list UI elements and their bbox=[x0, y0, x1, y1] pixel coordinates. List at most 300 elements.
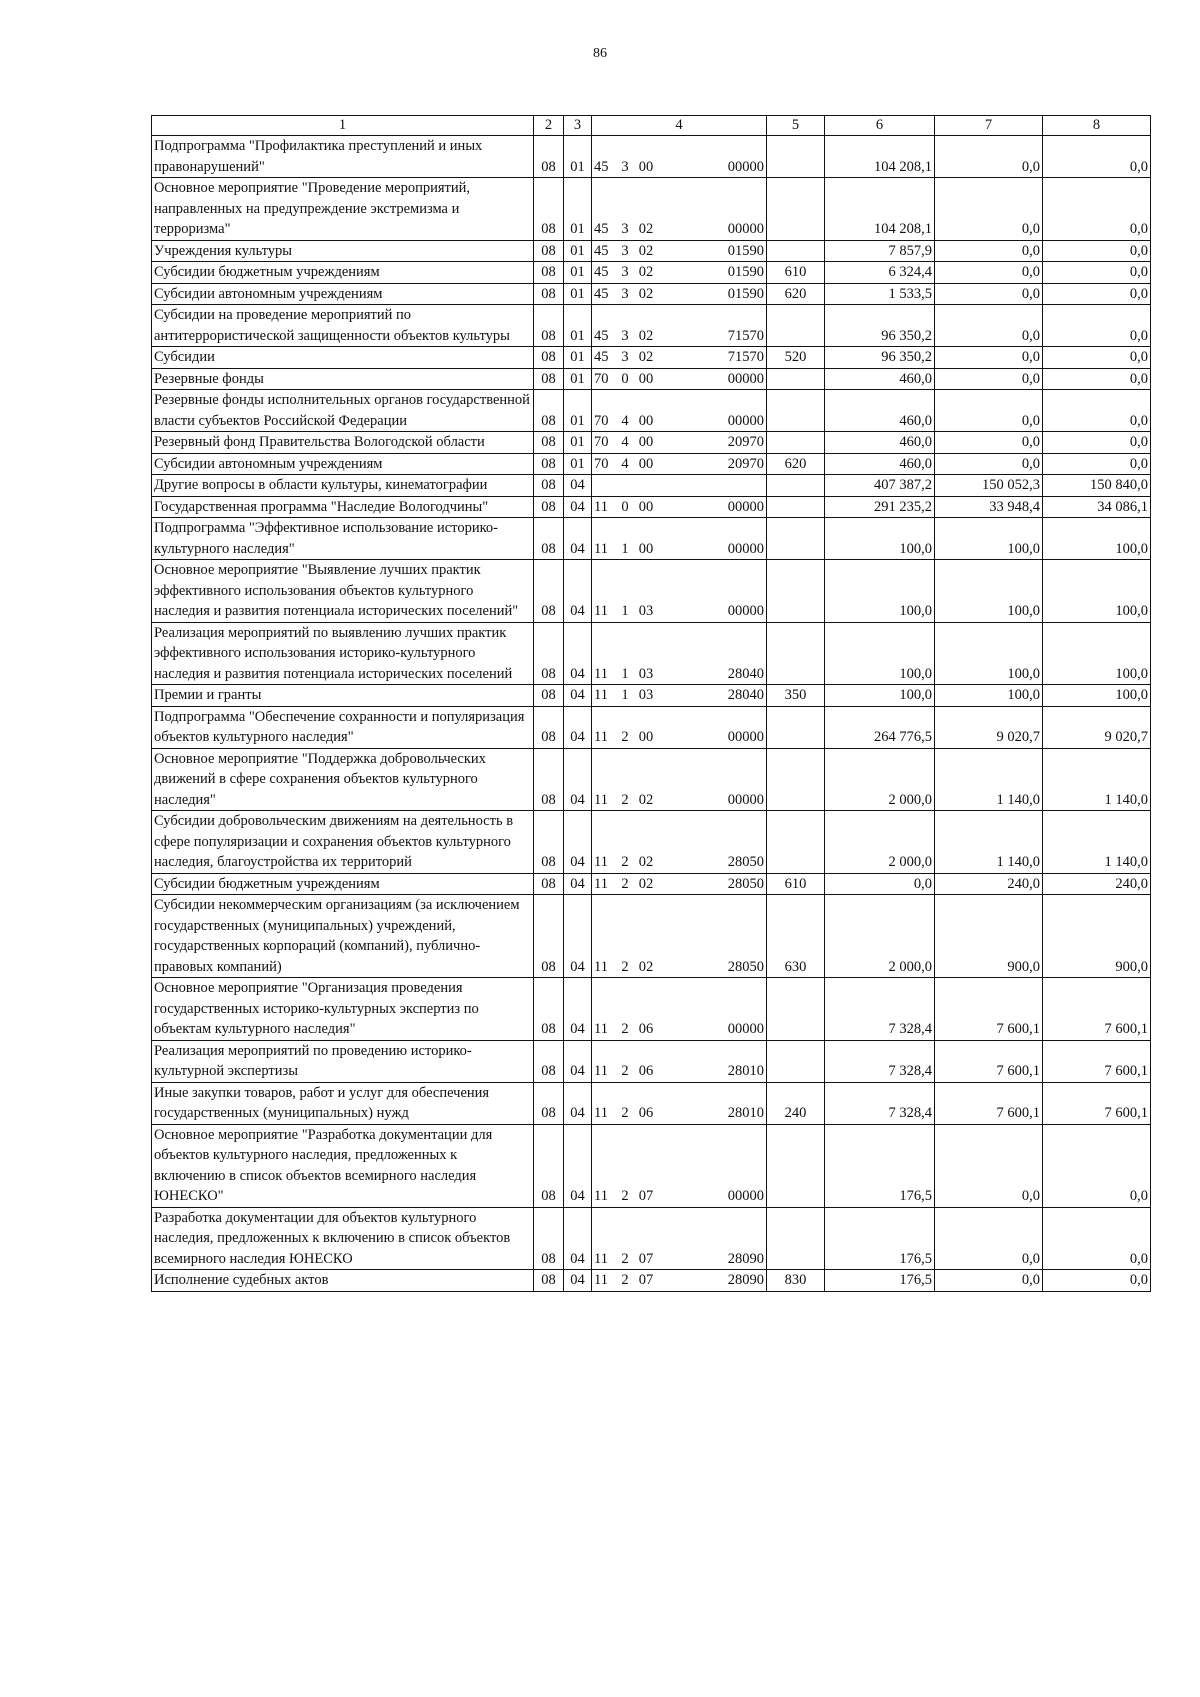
table-row bbox=[152, 895, 1151, 978]
table-row bbox=[152, 240, 1151, 262]
row-expense-type bbox=[767, 622, 825, 685]
target-code-part: 11 bbox=[594, 1021, 608, 1037]
table-row bbox=[152, 873, 1151, 895]
target-code-part: 71570 bbox=[727, 327, 764, 344]
target-code-part: 4 bbox=[621, 434, 629, 450]
row-amount-col7: 100,0 bbox=[935, 560, 1043, 623]
row-amount-col7: 150 052,3 bbox=[935, 475, 1043, 497]
target-code-part: 06 bbox=[638, 1021, 654, 1037]
row-section: 08 bbox=[534, 1040, 564, 1082]
target-code-part: 3 bbox=[621, 327, 629, 344]
target-code-part: 11 bbox=[594, 540, 608, 557]
row-amount-col6: 407 387,2 bbox=[825, 475, 935, 497]
row-target-code bbox=[592, 136, 767, 178]
row-amount-col8: 7 600,1 bbox=[1043, 1040, 1151, 1082]
table-row bbox=[152, 496, 1151, 518]
target-code-part: 00 bbox=[638, 158, 654, 175]
row-subsection: 04 bbox=[564, 1124, 592, 1207]
row-amount-col6: 104 208,1 bbox=[825, 136, 935, 178]
row-name: Учреждения культуры bbox=[152, 240, 534, 262]
target-code-part: 02 bbox=[638, 327, 654, 344]
target-code-part: 3 bbox=[621, 158, 629, 175]
row-target-code bbox=[592, 283, 767, 305]
row-amount-col8: 0,0 bbox=[1043, 178, 1151, 241]
row-expense-type bbox=[767, 240, 825, 262]
row-section: 08 bbox=[534, 811, 564, 874]
target-code-part: 11 bbox=[594, 603, 608, 619]
row-expense-type: 350 bbox=[767, 685, 825, 707]
row-expense-type bbox=[767, 706, 825, 748]
row-expense-type bbox=[767, 136, 825, 178]
row-amount-col8: 0,0 bbox=[1043, 1207, 1151, 1270]
row-amount-col6: 264 776,5 bbox=[825, 706, 935, 748]
target-code-part: 00000 bbox=[727, 1188, 764, 1204]
row-subsection: 04 bbox=[564, 873, 592, 895]
row-subsection: 04 bbox=[564, 1207, 592, 1270]
row-amount-col7: 100,0 bbox=[935, 622, 1043, 685]
row-subsection: 04 bbox=[564, 895, 592, 978]
row-subsection: 04 bbox=[564, 685, 592, 707]
row-target-code bbox=[592, 1082, 767, 1124]
target-code-part: 2 bbox=[621, 854, 629, 870]
row-amount-col7: 240,0 bbox=[935, 873, 1043, 895]
row-expense-type: 630 bbox=[767, 895, 825, 978]
target-code-part: 00 bbox=[638, 370, 654, 387]
budget-table bbox=[151, 115, 1151, 1292]
row-section: 08 bbox=[534, 136, 564, 178]
row-amount-col7: 0,0 bbox=[935, 390, 1043, 432]
row-target-code bbox=[592, 873, 767, 895]
row-amount-col6: 7 857,9 bbox=[825, 240, 935, 262]
target-code-part: 45 bbox=[594, 221, 609, 237]
table-row bbox=[152, 706, 1151, 748]
row-amount-col6: 460,0 bbox=[825, 368, 935, 390]
row-target-code bbox=[592, 240, 767, 262]
row-name: Субсидии бюджетным учреждениям bbox=[152, 873, 534, 895]
target-code-part: 02 bbox=[638, 264, 654, 280]
target-code-part: 11 bbox=[594, 1188, 608, 1204]
row-expense-type bbox=[767, 178, 825, 241]
row-name: Субсидии автономным учреждениям bbox=[152, 453, 534, 475]
target-code-part: 02 bbox=[638, 242, 654, 259]
table-row bbox=[152, 1270, 1151, 1292]
row-amount-col7: 7 600,1 bbox=[935, 1082, 1043, 1124]
row-section: 08 bbox=[534, 873, 564, 895]
target-code-part: 28090 bbox=[727, 1250, 764, 1267]
row-expense-type bbox=[767, 496, 825, 518]
row-amount-col7: 1 140,0 bbox=[935, 811, 1043, 874]
target-code-part: 70 bbox=[594, 370, 609, 387]
table-header-row bbox=[152, 116, 1151, 136]
row-amount-col7: 100,0 bbox=[935, 518, 1043, 560]
table-row bbox=[152, 432, 1151, 454]
target-code-part: 28050 bbox=[727, 875, 764, 892]
row-target-code bbox=[592, 1270, 767, 1292]
row-name: Резервный фонд Правительства Вологодской области bbox=[152, 432, 534, 454]
table-row bbox=[152, 1124, 1151, 1207]
target-code-part: 28010 bbox=[727, 1105, 764, 1121]
table-row bbox=[152, 453, 1151, 475]
row-amount-col6: 100,0 bbox=[825, 622, 935, 685]
row-expense-type bbox=[767, 1124, 825, 1207]
row-name: Основное мероприятие "Выявление лучших практик эффективного использования объектов культурного наследия и развития потенциала исторических поселений" bbox=[152, 560, 534, 623]
row-name: Реализация мероприятий по выявлению лучших практик эффективного использования историко-культурного наследия и развития потенциала исторических поселений bbox=[152, 622, 534, 685]
row-section: 08 bbox=[534, 347, 564, 369]
row-target-code bbox=[592, 305, 767, 347]
row-subsection: 01 bbox=[564, 136, 592, 178]
row-amount-col8: 0,0 bbox=[1043, 1270, 1151, 1292]
row-section: 08 bbox=[534, 622, 564, 685]
target-code-part: 71570 bbox=[727, 349, 764, 365]
target-code-part: 20970 bbox=[727, 434, 764, 450]
row-amount-col6: 291 235,2 bbox=[825, 496, 935, 518]
row-amount-col7: 0,0 bbox=[935, 283, 1043, 305]
target-code-part: 00 bbox=[638, 455, 654, 472]
row-amount-col6: 1 533,5 bbox=[825, 283, 935, 305]
target-code-part: 70 bbox=[594, 412, 609, 429]
target-code-part: 11 bbox=[594, 1063, 608, 1079]
target-code-part: 2 bbox=[621, 1188, 629, 1204]
row-amount-col8: 7 600,1 bbox=[1043, 978, 1151, 1041]
header-col-8: 8 bbox=[1043, 116, 1151, 136]
row-amount-col6: 7 328,4 bbox=[825, 1040, 935, 1082]
row-amount-col6: 100,0 bbox=[825, 518, 935, 560]
row-amount-col7: 9 020,7 bbox=[935, 706, 1043, 748]
row-amount-col6: 176,5 bbox=[825, 1270, 935, 1292]
target-code-part: 02 bbox=[638, 791, 654, 808]
target-code-part: 45 bbox=[594, 285, 609, 302]
target-code-part: 45 bbox=[594, 349, 609, 365]
target-code-part: 28040 bbox=[727, 665, 764, 682]
row-name: Субсидии некоммерческим организациям (за исключением государственных (муниципальных) учреждений, государственных корпораций (компаний), публично-правовых компаний) bbox=[152, 895, 534, 978]
row-amount-col8: 100,0 bbox=[1043, 518, 1151, 560]
header-col-6: 6 bbox=[825, 116, 935, 136]
header-col-3: 3 bbox=[564, 116, 592, 136]
target-code-part: 00000 bbox=[727, 158, 764, 175]
target-code-part: 4 bbox=[621, 455, 629, 472]
row-subsection: 04 bbox=[564, 1040, 592, 1082]
row-target-code bbox=[592, 622, 767, 685]
row-section: 08 bbox=[534, 262, 564, 284]
row-target-code bbox=[592, 368, 767, 390]
row-section: 08 bbox=[534, 305, 564, 347]
row-amount-col8: 900,0 bbox=[1043, 895, 1151, 978]
row-subsection: 04 bbox=[564, 978, 592, 1041]
table-row bbox=[152, 136, 1151, 178]
row-expense-type: 610 bbox=[767, 262, 825, 284]
target-code-part: 06 bbox=[638, 1063, 654, 1079]
target-code-part: 3 bbox=[621, 285, 629, 302]
row-amount-col7: 1 140,0 bbox=[935, 748, 1043, 811]
target-code-part: 02 bbox=[638, 221, 654, 237]
row-name: Подпрограмма "Обеспечение сохранности и популяризация объектов культурного наследия" bbox=[152, 706, 534, 748]
row-subsection: 04 bbox=[564, 560, 592, 623]
row-subsection: 04 bbox=[564, 811, 592, 874]
row-expense-type: 830 bbox=[767, 1270, 825, 1292]
row-expense-type bbox=[767, 390, 825, 432]
table-row bbox=[152, 518, 1151, 560]
row-amount-col6: 104 208,1 bbox=[825, 178, 935, 241]
row-section: 08 bbox=[534, 453, 564, 475]
row-amount-col8: 0,0 bbox=[1043, 347, 1151, 369]
target-code-part: 28010 bbox=[727, 1063, 764, 1079]
row-section: 08 bbox=[534, 895, 564, 978]
table-row bbox=[152, 305, 1151, 347]
row-name: Основное мероприятие "Разработка документации для объектов культурного наследия, предложенных к включению в список объектов всемирного наследия ЮНЕСКО" bbox=[152, 1124, 534, 1207]
target-code-part: 2 bbox=[621, 875, 629, 892]
target-code-part: 28040 bbox=[727, 687, 764, 703]
table-row bbox=[152, 390, 1151, 432]
row-section: 08 bbox=[534, 475, 564, 497]
target-code-part: 11 bbox=[594, 1250, 608, 1267]
target-code-part: 00 bbox=[638, 434, 654, 450]
row-section: 08 bbox=[534, 518, 564, 560]
target-code-part: 02 bbox=[638, 875, 654, 892]
target-code-part: 07 bbox=[638, 1250, 654, 1267]
row-section: 08 bbox=[534, 706, 564, 748]
target-code-part: 00000 bbox=[727, 1021, 764, 1037]
row-amount-col6: 96 350,2 bbox=[825, 347, 935, 369]
target-code-part: 00000 bbox=[727, 370, 764, 387]
row-amount-col7: 7 600,1 bbox=[935, 1040, 1043, 1082]
target-code-part: 2 bbox=[621, 1272, 629, 1288]
row-amount-col6: 7 328,4 bbox=[825, 978, 935, 1041]
row-amount-col6: 100,0 bbox=[825, 560, 935, 623]
target-code-part: 2 bbox=[621, 729, 629, 745]
row-amount-col8: 7 600,1 bbox=[1043, 1082, 1151, 1124]
row-subsection: 01 bbox=[564, 432, 592, 454]
row-section: 08 bbox=[534, 496, 564, 518]
row-target-code bbox=[592, 262, 767, 284]
row-target-code bbox=[592, 811, 767, 874]
row-amount-col6: 460,0 bbox=[825, 453, 935, 475]
target-code-part: 2 bbox=[621, 958, 629, 975]
row-section: 08 bbox=[534, 1082, 564, 1124]
target-code-part: 00000 bbox=[727, 729, 764, 745]
row-name: Субсидии добровольческим движениям на деятельность в сфере популяризации и сохранения объектов культурного наследия, благоустройства их территорий bbox=[152, 811, 534, 874]
row-target-code bbox=[592, 1040, 767, 1082]
row-expense-type: 240 bbox=[767, 1082, 825, 1124]
target-code-part: 11 bbox=[594, 665, 608, 682]
target-code-part: 20970 bbox=[727, 455, 764, 472]
row-subsection: 01 bbox=[564, 178, 592, 241]
row-subsection: 04 bbox=[564, 475, 592, 497]
row-section: 08 bbox=[534, 432, 564, 454]
row-amount-col7: 33 948,4 bbox=[935, 496, 1043, 518]
row-amount-col6: 2 000,0 bbox=[825, 748, 935, 811]
row-amount-col8: 1 140,0 bbox=[1043, 748, 1151, 811]
table-row bbox=[152, 1207, 1151, 1270]
row-expense-type bbox=[767, 748, 825, 811]
row-amount-col8: 0,0 bbox=[1043, 390, 1151, 432]
row-section: 08 bbox=[534, 685, 564, 707]
table-row bbox=[152, 368, 1151, 390]
target-code-part: 45 bbox=[594, 242, 609, 259]
row-target-code bbox=[592, 748, 767, 811]
row-target-code bbox=[592, 706, 767, 748]
row-name: Субсидии на проведение мероприятий по антитеррористической защищенности объектов культуры bbox=[152, 305, 534, 347]
table-row bbox=[152, 283, 1151, 305]
row-name: Резервные фонды исполнительных органов государственной власти субъектов Российской Федерации bbox=[152, 390, 534, 432]
row-target-code bbox=[592, 496, 767, 518]
target-code-part: 70 bbox=[594, 455, 609, 472]
row-subsection: 04 bbox=[564, 1082, 592, 1124]
target-code-part: 00000 bbox=[727, 412, 764, 429]
row-section: 08 bbox=[534, 368, 564, 390]
row-amount-col6: 460,0 bbox=[825, 432, 935, 454]
row-amount-col7: 0,0 bbox=[935, 453, 1043, 475]
row-amount-col8: 9 020,7 bbox=[1043, 706, 1151, 748]
target-code-part: 00000 bbox=[727, 603, 764, 619]
target-code-part: 28050 bbox=[727, 854, 764, 870]
row-name: Основное мероприятие "Поддержка добровольческих движений в сфере сохранения объектов культурного наследия" bbox=[152, 748, 534, 811]
target-code-part: 11 bbox=[594, 791, 608, 808]
target-code-part: 02 bbox=[638, 285, 654, 302]
row-subsection: 04 bbox=[564, 622, 592, 685]
row-section: 08 bbox=[534, 240, 564, 262]
row-name: Премии и гранты bbox=[152, 685, 534, 707]
row-amount-col6: 96 350,2 bbox=[825, 305, 935, 347]
row-target-code bbox=[592, 978, 767, 1041]
row-section: 08 bbox=[534, 178, 564, 241]
row-name: Подпрограмма "Профилактика преступлений и иных правонарушений" bbox=[152, 136, 534, 178]
row-name: Субсидии автономным учреждениям bbox=[152, 283, 534, 305]
row-amount-col8: 150 840,0 bbox=[1043, 475, 1151, 497]
target-code-part: 2 bbox=[621, 1063, 629, 1079]
row-name: Другие вопросы в области культуры, кинематографии bbox=[152, 475, 534, 497]
row-target-code bbox=[592, 347, 767, 369]
target-code-part: 45 bbox=[594, 327, 609, 344]
row-expense-type bbox=[767, 811, 825, 874]
row-amount-col8: 34 086,1 bbox=[1043, 496, 1151, 518]
target-code-part: 2 bbox=[621, 791, 629, 808]
header-col-4: 4 bbox=[592, 116, 767, 136]
row-target-code bbox=[592, 518, 767, 560]
row-amount-col7: 0,0 bbox=[935, 432, 1043, 454]
row-amount-col6: 7 328,4 bbox=[825, 1082, 935, 1124]
target-code-part: 2 bbox=[621, 1250, 629, 1267]
target-code-part: 01590 bbox=[727, 242, 764, 259]
row-amount-col6: 2 000,0 bbox=[825, 895, 935, 978]
row-expense-type bbox=[767, 1207, 825, 1270]
row-target-code bbox=[592, 178, 767, 241]
row-section: 08 bbox=[534, 1124, 564, 1207]
row-expense-type bbox=[767, 432, 825, 454]
row-subsection: 04 bbox=[564, 496, 592, 518]
row-subsection: 01 bbox=[564, 390, 592, 432]
row-amount-col7: 0,0 bbox=[935, 240, 1043, 262]
target-code-part: 06 bbox=[638, 1105, 654, 1121]
target-code-part: 3 bbox=[621, 221, 629, 237]
row-amount-col8: 0,0 bbox=[1043, 240, 1151, 262]
target-code-part: 70 bbox=[594, 434, 609, 450]
row-amount-col7: 900,0 bbox=[935, 895, 1043, 978]
row-section: 08 bbox=[534, 560, 564, 623]
target-code-part: 11 bbox=[594, 854, 608, 870]
row-target-code bbox=[592, 432, 767, 454]
row-expense-type bbox=[767, 560, 825, 623]
target-code-part: 2 bbox=[621, 1021, 629, 1037]
table-body bbox=[152, 116, 1151, 1292]
row-amount-col8: 0,0 bbox=[1043, 432, 1151, 454]
target-code-part: 3 bbox=[621, 242, 629, 259]
target-code-part: 1 bbox=[621, 665, 629, 682]
header-col-2: 2 bbox=[534, 116, 564, 136]
target-code-part: 00 bbox=[638, 498, 654, 515]
row-target-code bbox=[592, 895, 767, 978]
row-expense-type bbox=[767, 1040, 825, 1082]
row-amount-col8: 0,0 bbox=[1043, 1124, 1151, 1207]
row-target-code bbox=[592, 475, 767, 497]
row-target-code bbox=[592, 453, 767, 475]
target-code-part: 02 bbox=[638, 854, 654, 870]
row-amount-col8: 0,0 bbox=[1043, 283, 1151, 305]
row-name: Резервные фонды bbox=[152, 368, 534, 390]
row-subsection: 01 bbox=[564, 368, 592, 390]
table-row bbox=[152, 685, 1151, 707]
table-row bbox=[152, 622, 1151, 685]
table-row bbox=[152, 811, 1151, 874]
row-amount-col7: 0,0 bbox=[935, 347, 1043, 369]
target-code-part: 4 bbox=[621, 412, 629, 429]
header-col-5: 5 bbox=[767, 116, 825, 136]
target-code-part: 11 bbox=[594, 1272, 608, 1288]
target-code-part: 01590 bbox=[727, 264, 764, 280]
target-code-part: 03 bbox=[638, 687, 654, 703]
row-amount-col7: 0,0 bbox=[935, 368, 1043, 390]
table-row bbox=[152, 978, 1151, 1041]
target-code-part: 00 bbox=[638, 540, 654, 557]
row-expense-type: 620 bbox=[767, 283, 825, 305]
table-row bbox=[152, 748, 1151, 811]
target-code-part: 00000 bbox=[727, 540, 764, 557]
row-name: Исполнение судебных актов bbox=[152, 1270, 534, 1292]
target-code-part: 11 bbox=[594, 1105, 608, 1121]
target-code-part: 00000 bbox=[727, 791, 764, 808]
row-target-code bbox=[592, 1124, 767, 1207]
row-subsection: 01 bbox=[564, 347, 592, 369]
table-row bbox=[152, 1082, 1151, 1124]
row-expense-type: 620 bbox=[767, 453, 825, 475]
row-expense-type: 610 bbox=[767, 873, 825, 895]
target-code-part: 00 bbox=[638, 412, 654, 429]
row-target-code bbox=[592, 1207, 767, 1270]
table-row bbox=[152, 475, 1151, 497]
row-target-code bbox=[592, 560, 767, 623]
row-expense-type bbox=[767, 518, 825, 560]
table-row bbox=[152, 1040, 1151, 1082]
row-expense-type bbox=[767, 368, 825, 390]
target-code-part: 00000 bbox=[727, 498, 764, 515]
row-expense-type bbox=[767, 305, 825, 347]
target-code-part: 45 bbox=[594, 158, 609, 175]
target-code-part: 11 bbox=[594, 729, 608, 745]
row-name: Субсидии bbox=[152, 347, 534, 369]
target-code-part: 45 bbox=[594, 264, 609, 280]
row-amount-col8: 0,0 bbox=[1043, 136, 1151, 178]
row-name: Реализация мероприятий по проведению историко-культурной экспертизы bbox=[152, 1040, 534, 1082]
target-code-part: 2 bbox=[621, 1105, 629, 1121]
target-code-part: 02 bbox=[638, 958, 654, 975]
table-row bbox=[152, 262, 1151, 284]
row-subsection: 01 bbox=[564, 305, 592, 347]
row-amount-col8: 0,0 bbox=[1043, 305, 1151, 347]
row-section: 08 bbox=[534, 748, 564, 811]
row-amount-col8: 100,0 bbox=[1043, 622, 1151, 685]
target-code-part: 07 bbox=[638, 1272, 654, 1288]
row-amount-col6: 176,5 bbox=[825, 1124, 935, 1207]
target-code-part: 3 bbox=[621, 349, 629, 365]
